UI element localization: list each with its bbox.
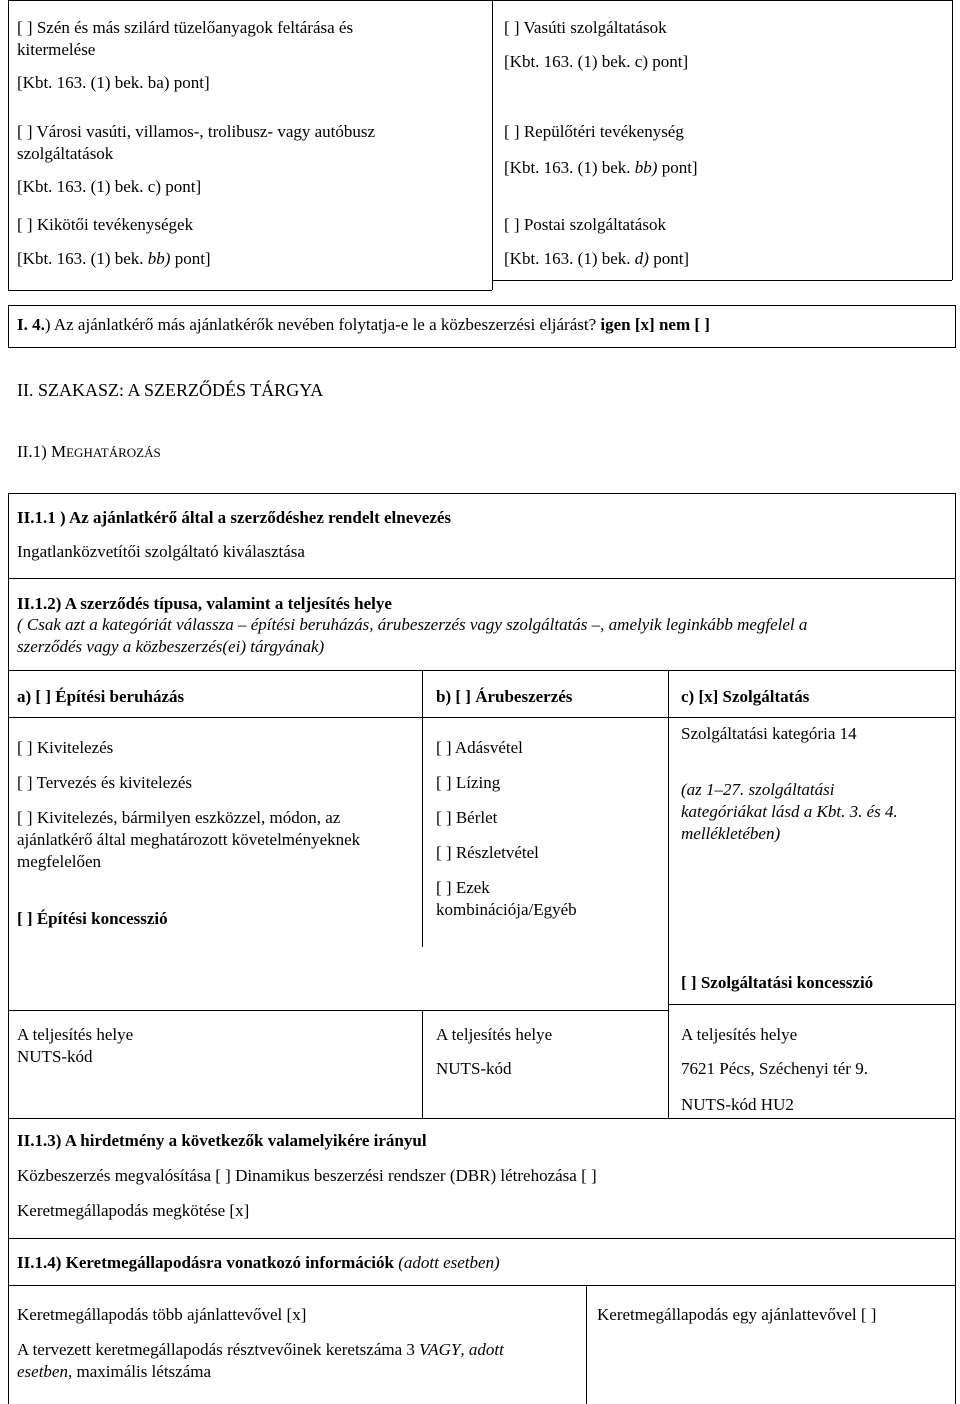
activity-coal-ref: [Kbt. 163. (1) bek. ba) pont]: [17, 73, 210, 92]
ii14-right-border: [955, 1238, 956, 1404]
type-c-note-3: mellékletében): [681, 824, 781, 843]
type-b-item-1: [ ] Adásvétel: [436, 738, 523, 757]
ii14-max-line1: A tervezett keretmegállapodás résztvevőinek keretszáma 3 VAGY, adott: [17, 1340, 504, 1359]
type-b-last-2: kombinációja/Egyéb: [436, 900, 577, 919]
ii14-col-divider: [586, 1285, 587, 1404]
type-b-nuts-label: NUTS-kód: [436, 1059, 512, 1078]
type-c-place-value: 7621 Pécs, Széchenyi tér 9.: [681, 1059, 868, 1078]
ii14-single: Keretmegállapodás egy ajánlattevővel [ ]: [597, 1305, 877, 1324]
types-row-divider-left: [8, 1010, 668, 1011]
activity-urban-transport-ref: [Kbt. 163. (1) bek. c) pont]: [17, 177, 202, 196]
activity-port: [ ] Kikötői tevékenységek: [17, 215, 194, 234]
subsection-title: II.1) MEGHATÁROZÁS: [17, 442, 161, 461]
activity-port-ref: [Kbt. 163. (1) bek. bb) pont]: [17, 249, 211, 268]
ii14-divider: [8, 1285, 955, 1286]
ii12-note-line2: szerződés vagy a közbeszerzés(ei) tárgyának): [17, 637, 325, 656]
ii13-line1: Közbeszerzés megvalósítása [ ] Dinamikus beszerzési rendszer (DBR) létrehozása [ ]: [17, 1166, 597, 1185]
top-box-bottom-border-right: [492, 280, 952, 281]
type-b-item-2: [ ] Lízing: [436, 773, 501, 792]
type-a-long-3: megfelelően: [17, 852, 102, 871]
ii11-value: Ingatlanközvetítői szolgáltató kiválasztása: [17, 542, 305, 561]
type-a-concession: [ ] Építési koncesszió: [17, 909, 168, 928]
top-box-right-border: [952, 0, 953, 280]
type-a-item-2: [ ] Tervezés és kivitelezés: [17, 773, 193, 792]
types-bottom-right: [668, 1118, 955, 1119]
activity-coal: [ ] Szén és más szilárd tüzelőanyagok feltárása és: [17, 18, 354, 37]
type-c-category: Szolgáltatási kategória 14: [681, 724, 857, 743]
ii14-max-line2: esetben, maximális létszáma: [17, 1362, 212, 1381]
type-c-note-1: (az 1–27. szolgáltatási: [681, 780, 835, 799]
ii13-heading: II.1.3) A hirdetmény a következők valamelyikére irányul: [17, 1131, 427, 1150]
ii13-left-border: [8, 1118, 9, 1238]
ii11-divider: [8, 578, 956, 579]
ii13-bottom-border: [8, 1238, 955, 1239]
type-b-title: b) [ ] Árubeszerzés: [436, 687, 573, 706]
type-c-place-label: A teljesítés helye: [681, 1025, 798, 1044]
types-header-divider: [8, 717, 955, 718]
ii13-right-border: [955, 1118, 956, 1238]
types-bottom-left: [8, 1118, 668, 1119]
section-title: II. SZAKASZ: A SZERZŐDÉS TÁRGYA: [17, 380, 324, 400]
type-c-title: c) [x] Szolgáltatás: [681, 687, 810, 706]
activity-railway: [ ] Vasúti szolgáltatások: [504, 18, 667, 37]
type-b-last-1: [ ] Ezek: [436, 878, 490, 897]
ii14-multi: Keretmegállapodás több ajánlattevővel [x]: [17, 1305, 307, 1324]
activity-coal-cont: kitermelése: [17, 40, 96, 59]
types-col1-divider-mid: [422, 717, 423, 947]
ii12-heading: II.1.2) A szerződés típusa, valamint a teljesítés helye: [17, 594, 392, 613]
type-b-item-4: [ ] Részletvétel: [436, 843, 539, 862]
type-b-item-3: [ ] Bérlet: [436, 808, 498, 827]
types-col2-divider: [668, 671, 669, 1118]
types-col1-divider: [422, 671, 423, 717]
ii12-note-line1: ( Csak azt a kategóriát válassza – építési beruházás, árubeszerzés vagy szolgáltatás –, amelyik leginkább megfelel a: [17, 615, 808, 634]
ii14-left-border: [8, 1238, 9, 1404]
top-box-left-border: [8, 0, 9, 290]
activity-postal-ref: [Kbt. 163. (1) bek. d) pont]: [504, 249, 690, 268]
types-col1-divider-low: [422, 1010, 423, 1118]
top-box-bottom-border-left: [8, 290, 492, 291]
type-a-nuts-label: NUTS-kód: [17, 1047, 93, 1066]
ii11-heading: II.1.1 ) Az ajánlatkérő által a szerződéshez rendelt elnevezés: [17, 508, 452, 527]
type-a-title: a) [ ] Építési beruházás: [17, 687, 185, 706]
type-c-nuts: NUTS-kód HU2: [681, 1095, 794, 1114]
types-right-border: [955, 671, 956, 1118]
activity-airport-ref: [Kbt. 163. (1) bek. bb) pont]: [504, 158, 698, 177]
i4-text: I. 4.) Az ajánlatkérő más ajánlatkérők nevében folytatja-e le a közbeszerzési eljárást? igen [x] nem [ ]: [17, 315, 710, 334]
type-a-long-1: [ ] Kivitelezés, bármilyen eszközzel, módon, az: [17, 808, 341, 827]
activity-urban-transport: [ ] Városi vasúti, villamos-, trolibusz- vagy autóbusz: [17, 122, 376, 141]
activity-urban-transport-cont: szolgáltatások: [17, 144, 114, 163]
activity-postal: [ ] Postai szolgáltatások: [504, 215, 666, 234]
type-c-note-2: kategóriákat lásd a Kbt. 3. és 4.: [681, 802, 898, 821]
activity-airport: [ ] Repülőtéri tevékenység: [504, 122, 684, 141]
activity-railway-ref: [Kbt. 163. (1) bek. c) pont]: [504, 52, 689, 71]
type-a-place-label: A teljesítés helye: [17, 1025, 134, 1044]
ii13-line2: Keretmegállapodás megkötése [x]: [17, 1201, 250, 1220]
type-c-concession: [ ] Szolgáltatási koncesszió: [681, 973, 874, 992]
ii14-heading: II.1.4) Keretmegállapodásra vonatkozó információk (adott esetben): [17, 1253, 500, 1272]
types-left-border: [8, 671, 9, 1131]
top-box-mid-border: [492, 0, 493, 290]
type-a-long-2: ajánlatkérő által meghatározott követelményeknek: [17, 830, 361, 849]
types-row-divider-right: [668, 1004, 955, 1005]
top-box-top-border: [8, 0, 952, 1]
type-b-place-label: A teljesítés helye: [436, 1025, 553, 1044]
type-a-item-1: [ ] Kivitelezés: [17, 738, 114, 757]
